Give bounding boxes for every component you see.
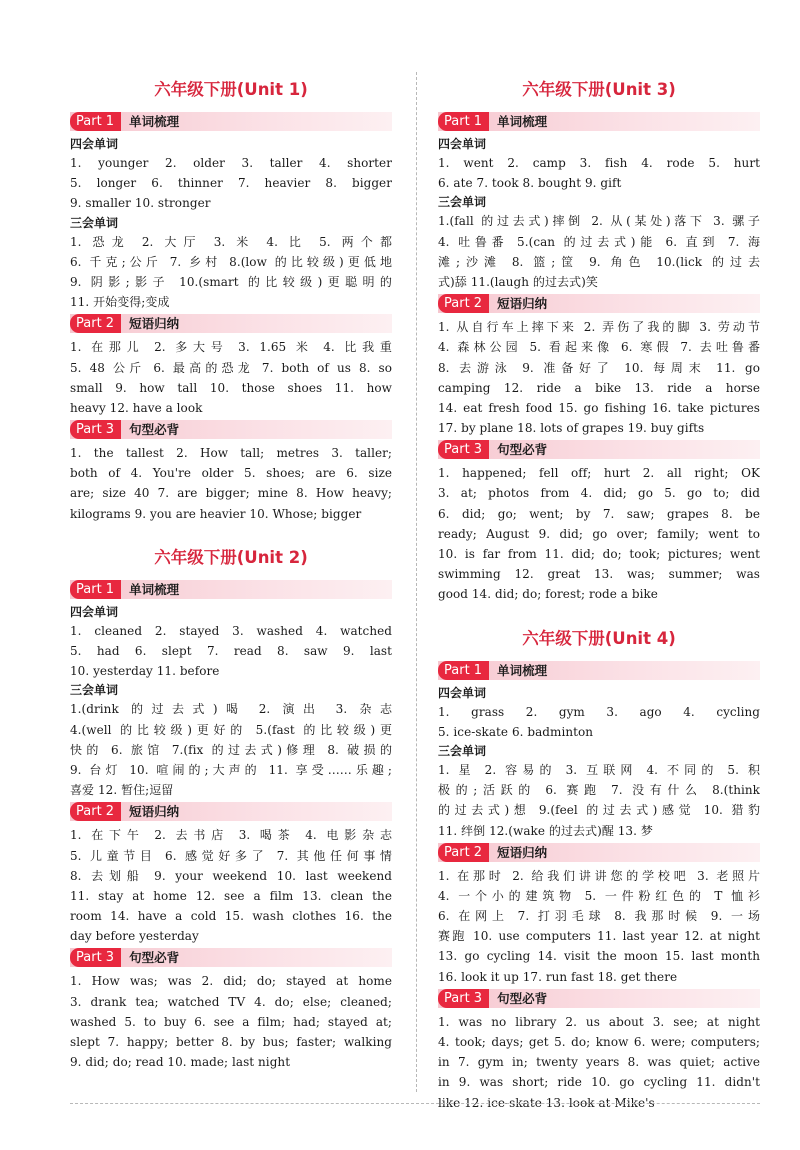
answer-line: 1.(fall 的过去式)摔倒 2. 从(某处)落下 3. 骡子 (438, 214, 760, 229)
answer-line: 8. 去游泳 9. 准备好了 10. 每周末 11. go (438, 360, 760, 375)
part-tag: Part 3 (70, 948, 121, 967)
part-tag: Part 1 (438, 112, 489, 131)
answer-line: 3. at; photos from 4. did; go 5. go to; did (438, 486, 760, 501)
part-tag: Part 3 (438, 989, 489, 1008)
answer-line: 5. 儿童节目 6. 感觉好多了 7. 其他任何事情 (70, 848, 392, 863)
answer-line: 10. is far from 11. did; do; took; pictures; went (438, 547, 760, 561)
sub-heading: 三会单词 (70, 683, 119, 698)
part-tag: Part 2 (70, 802, 121, 821)
part-title: 单词梳理 (129, 114, 180, 129)
answer-line: 快的 6. 旅馆 7.(fix 的过去式)修理 8. 破损的 (70, 742, 392, 757)
answer-line: washed 5. to buy 6. see a film; had; stayed at; (70, 1014, 392, 1029)
part-header (70, 948, 392, 967)
unit-section (70, 76, 392, 524)
part-title: 句型必背 (497, 990, 548, 1006)
part-title: 句型必背 (129, 950, 180, 966)
answer-line: 9. 台灯 10. 喧闹的;大声的 11. 享受……乐趣; (70, 762, 392, 777)
sub-heading: 三会单词 (70, 215, 119, 230)
answer-line: slept 7. happy; better 8. by bus; faster; walking (70, 1035, 392, 1049)
part-header (70, 420, 392, 439)
part-tag: Part 1 (438, 661, 489, 680)
answer-line: 10. yesterday 11. before (70, 664, 220, 679)
answer-line: 6. 千克;公斤 7. 乡村 8.(low 的比较级)更低地 (70, 254, 392, 269)
answer-line: good 14. did; do; forest; rode a bike (438, 587, 658, 602)
answer-line: 9. 阴影;影子 10.(smart 的比较级)更聪明的 (70, 274, 392, 289)
unit-section (438, 76, 760, 605)
sub-heading: 四会单词 (438, 137, 487, 151)
answer-line: 4.(well 的比较级)更好的 5.(fast 的比较级)更 (70, 722, 392, 737)
answer-line: 5. had 6. slept 7. read 8. saw 9. last (70, 644, 392, 658)
answer-line: 1. grass 2. gym 3. ago 4. cycling (438, 704, 760, 719)
part-title: 句型必背 (129, 422, 180, 438)
part-tag: Part 1 (70, 112, 121, 131)
part-title: 单词梳理 (129, 581, 180, 597)
answer-line: 滩;沙滩 8. 篮;筐 9. 角色 10.(lick 的过去 (438, 254, 760, 269)
answer-line: 6. 在网上 7. 打羽毛球 8. 我那时候 9. 一场 (438, 909, 760, 924)
answer-line: 6. did; go; went; by 7. saw; grapes 8. be (438, 506, 760, 521)
part-tag: Part 2 (70, 314, 121, 333)
answer-line: 1. 从自行车上摔下来 2. 弄伤了我的脚 3. 劳动节 (438, 320, 760, 335)
answer-line: 4. took; days; get 5. do; know 6. were; computers; (438, 1035, 760, 1049)
answer-line: 3. drank tea; watched TV 4. do; else; cleaned; (70, 994, 392, 1009)
part-header (438, 440, 760, 459)
part-title: 单词梳理 (497, 662, 548, 678)
answer-line: 赛跑 10. use computers 11. last year 12. at night (438, 929, 760, 944)
part-title: 单词梳理 (497, 114, 548, 129)
sub-heading: 四会单词 (70, 604, 119, 619)
answer-line: in 9. was short; ride 10. go cycling 11. didn't (438, 1075, 760, 1090)
answer-line: 11. stay at home 12. see a film 13. clean the (70, 888, 392, 903)
answer-line: room 14. have a cold 15. wash clothes 16. the (70, 909, 392, 924)
answer-line: 1. younger 2. older 3. taller 4. shorter (70, 156, 392, 170)
answer-line: 4. 一个小的建筑物 5. 一件粉红色的 T 恤衫 (438, 888, 760, 903)
answer-line: 4. 森林公园 5. 看起来像 6. 寒假 7. 去吐鲁番 (438, 340, 760, 355)
answer-line: 式)舔 11.(laugh 的过去式)笑 (438, 274, 598, 289)
answer-line: small 9. how tall 10. those shoes 11. how (70, 380, 392, 395)
column-divider (416, 72, 417, 1092)
part-header (70, 802, 392, 821)
part-title: 短语归纳 (129, 804, 180, 820)
answer-line: 14. eat fresh food 15. go fishing 16. take pictures (438, 400, 760, 415)
part-title: 短语归纳 (497, 296, 548, 312)
answer-line: heavy 12. have a look (70, 400, 203, 415)
part-header (438, 294, 760, 313)
answer-line: in 7. gym in; twenty years 8. was quiet; active (438, 1055, 760, 1070)
answer-line: 1. How was; was 2. did; do; stayed at home (70, 974, 392, 989)
unit-title: 六年级下册(Unit 3) (522, 80, 676, 99)
answer-line: 1. was no library 2. us about 3. see; at night (438, 1014, 760, 1029)
answer-line: 6. ate 7. took 8. bought 9. gift (438, 176, 622, 191)
answer-line: 1. happened; fell off; hurt 2. all right; OK (438, 466, 760, 481)
answer-line: 5. 48 公斤 6. 最高的恐龙 7. both of us 8. so (70, 360, 392, 375)
answer-line: 11. 绊倒 12.(wake 的过去式)醒 13. 梦 (438, 823, 653, 838)
part-tag: Part 2 (438, 843, 489, 862)
answer-line: 的过去式)想 9.(feel 的过去式)感觉 10. 猎豹 (438, 803, 760, 818)
answer-line: 4. 吐鲁番 5.(can 的过去式)能 6. 直到 7. 海 (438, 234, 760, 249)
part-header (70, 112, 392, 131)
sub-heading: 四会单词 (438, 685, 487, 700)
answer-line: kilograms 9. you are heavier 10. Whose; bigger (70, 506, 362, 521)
answer-line: are; size 40 7. are bigger; mine 8. How heavy; (70, 486, 392, 501)
sub-heading: 三会单词 (438, 743, 487, 758)
unit-section (438, 625, 760, 1113)
part-header (438, 661, 760, 680)
part-header (438, 112, 760, 131)
sub-heading: 四会单词 (70, 137, 119, 151)
answer-line: 8. 去划船 9. your weekend 10. last weekend (70, 868, 392, 883)
answer-line: 极的;活跃的 6. 赛跑 7. 没有什么 8.(think (438, 783, 760, 798)
answer-line: 11. 开始变得;变成 (70, 295, 170, 310)
unit-title: 六年级下册(Unit 4) (522, 628, 676, 648)
part-title: 短语归纳 (129, 316, 180, 332)
answer-line: 1.(drink 的过去式)喝 2. 演出 3. 杂志 (70, 702, 392, 717)
answer-line: 1. 星 2. 容易的 3. 互联网 4. 不同的 5. 积 (438, 762, 760, 777)
unit-title: 六年级下册(Unit 2) (154, 547, 308, 567)
answer-line: 9. smaller 10. stronger (70, 196, 211, 211)
answer-line: like 12. ice-skate 13. look at Mike's (438, 1095, 655, 1110)
part-tag: Part 3 (70, 420, 121, 439)
part-title: 短语归纳 (497, 844, 548, 860)
bottom-rule (70, 1103, 760, 1104)
answer-line: 9. did; do; read 10. made; last night (70, 1055, 291, 1070)
part-header (438, 843, 760, 862)
answer-line: 1. 在那儿 2. 多大号 3. 1.65 米 4. 比我重 (70, 340, 392, 355)
sub-heading: 三会单词 (438, 195, 487, 210)
answer-line: 1. 在下午 2. 去书店 3. 喝茶 4. 电影杂志 (70, 828, 392, 843)
unit-title: 六年级下册(Unit 1) (154, 80, 308, 99)
part-tag: Part 1 (70, 580, 121, 599)
unit-gap (438, 605, 760, 621)
answer-line: camping 12. ride a bike 13. ride a horse (438, 380, 760, 395)
answer-line: 5. longer 6. thinner 7. heavier 8. bigger (70, 176, 392, 191)
left-column (70, 72, 392, 1072)
unit-gap (70, 524, 392, 540)
unit-section (70, 544, 392, 1073)
answer-line: 1. cleaned 2. stayed 3. washed 4. watched (70, 623, 392, 638)
part-tag: Part 2 (438, 294, 489, 313)
answer-line: 17. by plane 18. lots of grapes 19. buy gifts (438, 421, 705, 436)
answer-line: both of 4. You're older 5. shoes; are 6. size (70, 466, 392, 481)
answer-line: 1. 恐龙 2. 大厅 3. 米 4. 比 5. 两个都 (70, 234, 392, 249)
part-tag: Part 3 (438, 440, 489, 459)
part-header (70, 314, 392, 333)
answer-line: 1. went 2. camp 3. fish 4. rode 5. hurt (438, 156, 760, 170)
answer-line: day before yesterday (70, 929, 199, 944)
answer-line: swimming 12. great 13. was; summer; was (438, 567, 760, 582)
part-title: 句型必背 (497, 442, 548, 458)
answer-line: 喜爱 12. 暂住;逗留 (70, 783, 174, 798)
answer-line: 1. the tallest 2. How tall; metres 3. taller; (70, 446, 392, 461)
part-header (438, 989, 760, 1008)
answer-line: 1. 在那时 2. 给我们讲讲您的学校吧 3. 老照片 (438, 868, 760, 883)
answer-line: 13. go cycling 14. visit the moon 15. last month (438, 949, 760, 964)
answer-line: 16. look it up 17. run fast 18. get there (438, 969, 678, 984)
answer-line: 5. ice-skate 6. badminton (438, 724, 594, 739)
right-column (438, 72, 760, 1113)
part-header (70, 580, 392, 599)
answer-line: ready; August 9. did; go over; family; went to (438, 526, 760, 541)
